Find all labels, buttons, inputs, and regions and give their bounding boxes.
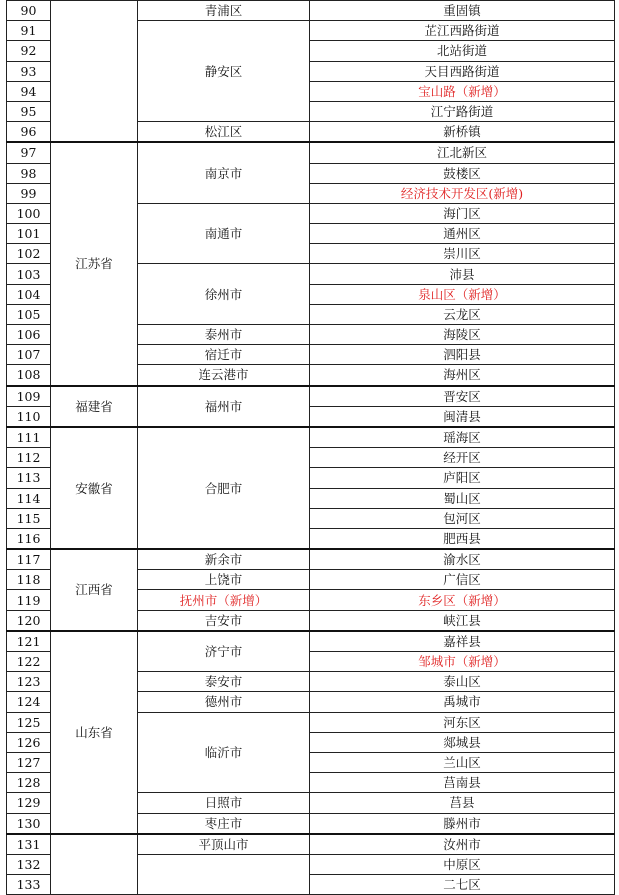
street-area-cell: 通州区 (310, 224, 615, 244)
province-cell: 安徽省 (51, 427, 138, 549)
table-row (7, 386, 615, 407)
street-area-cell: 庐阳区 (310, 468, 615, 488)
table-row (7, 549, 615, 570)
province-cell: 山东省 (51, 631, 138, 834)
row-number: 107 (7, 345, 51, 365)
province-cell (51, 1, 138, 143)
city-district-cell: 吉安市 (138, 610, 310, 631)
row-number: 111 (7, 427, 51, 448)
street-area-cell: 闽清县 (310, 406, 615, 427)
street-area-cell: 滕州市 (310, 813, 615, 834)
street-area-cell: 海门区 (310, 203, 615, 223)
province-cell: 江西省 (51, 549, 138, 631)
city-district-cell: 日照市 (138, 793, 310, 813)
city-district-cell: 福州市 (138, 386, 310, 427)
city-district-cell: 徐州市 (138, 264, 310, 325)
row-number: 112 (7, 448, 51, 468)
row-number: 129 (7, 793, 51, 813)
street-area-cell: 新桥镇 (310, 122, 615, 143)
table-row (7, 427, 615, 448)
street-area-cell: 禹城市 (310, 692, 615, 712)
table-row (7, 1, 615, 21)
street-area-cell: 东乡区（新增） (310, 590, 615, 610)
city-district-cell: 宿迁市 (138, 345, 310, 365)
row-number: 100 (7, 203, 51, 223)
row-number: 110 (7, 406, 51, 427)
table-row (7, 142, 615, 163)
row-number: 93 (7, 61, 51, 81)
city-district-cell: 枣庄市 (138, 813, 310, 834)
province-cell: 江苏省 (51, 142, 138, 385)
street-area-cell: 包河区 (310, 508, 615, 528)
street-area-cell: 重固镇 (310, 1, 615, 21)
row-number: 94 (7, 81, 51, 101)
city-district-cell: 抚州市（新增） (138, 590, 310, 610)
street-area-cell: 芷江西路街道 (310, 21, 615, 41)
street-area-cell: 泉山区（新增） (310, 284, 615, 304)
street-area-cell: 莒县 (310, 793, 615, 813)
row-number: 117 (7, 549, 51, 570)
street-area-cell: 天目西路街道 (310, 61, 615, 81)
row-number: 99 (7, 183, 51, 203)
street-area-cell: 瑶海区 (310, 427, 615, 448)
row-number: 121 (7, 631, 51, 652)
city-district-cell: 南京市 (138, 142, 310, 203)
city-district-cell: 南通市 (138, 203, 310, 264)
row-number: 102 (7, 244, 51, 264)
province-cell (51, 834, 138, 895)
street-area-cell: 汝州市 (310, 834, 615, 855)
street-area-cell: 邹城市（新增） (310, 652, 615, 672)
city-district-cell: 松江区 (138, 122, 310, 143)
street-area-cell: 郯城县 (310, 732, 615, 752)
row-number: 108 (7, 365, 51, 386)
street-area-cell: 北站街道 (310, 41, 615, 61)
street-area-cell: 渝水区 (310, 549, 615, 570)
district-list-table (6, 0, 615, 895)
city-district-cell: 新余市 (138, 549, 310, 570)
street-area-cell: 广信区 (310, 570, 615, 590)
row-number: 103 (7, 264, 51, 284)
row-number: 101 (7, 224, 51, 244)
row-number: 130 (7, 813, 51, 834)
row-number: 132 (7, 854, 51, 874)
row-number: 104 (7, 284, 51, 304)
street-area-cell: 泰山区 (310, 672, 615, 692)
row-number: 95 (7, 101, 51, 121)
row-number: 109 (7, 386, 51, 407)
city-district-cell: 合肥市 (138, 427, 310, 549)
street-area-cell: 沛县 (310, 264, 615, 284)
city-district-cell: 济宁市 (138, 631, 310, 672)
row-number: 116 (7, 528, 51, 549)
city-district-cell: 德州市 (138, 692, 310, 712)
street-area-cell: 莒南县 (310, 773, 615, 793)
row-number: 98 (7, 163, 51, 183)
street-area-cell: 中原区 (310, 854, 615, 874)
street-area-cell: 海州区 (310, 365, 615, 386)
street-area-cell: 河东区 (310, 712, 615, 732)
street-area-cell: 江宁路街道 (310, 101, 615, 121)
street-area-cell: 经济技术开发区(新增) (310, 183, 615, 203)
street-area-cell: 肥西县 (310, 528, 615, 549)
table-body (7, 1, 615, 895)
row-number: 125 (7, 712, 51, 732)
row-number: 90 (7, 1, 51, 21)
row-number: 119 (7, 590, 51, 610)
street-area-cell: 鼓楼区 (310, 163, 615, 183)
row-number: 133 (7, 875, 51, 895)
city-district-cell: 青浦区 (138, 1, 310, 21)
row-number: 128 (7, 773, 51, 793)
row-number: 114 (7, 488, 51, 508)
row-number: 106 (7, 325, 51, 345)
street-area-cell: 云龙区 (310, 304, 615, 324)
street-area-cell: 峡江县 (310, 610, 615, 631)
street-area-cell: 经开区 (310, 448, 615, 468)
row-number: 92 (7, 41, 51, 61)
row-number: 97 (7, 142, 51, 163)
row-number: 122 (7, 652, 51, 672)
city-district-cell: 临沂市 (138, 712, 310, 793)
province-cell: 福建省 (51, 386, 138, 427)
row-number: 120 (7, 610, 51, 631)
street-area-cell: 晋安区 (310, 386, 615, 407)
street-area-cell: 嘉祥县 (310, 631, 615, 652)
row-number: 113 (7, 468, 51, 488)
table-row (7, 631, 615, 652)
city-district-cell: 静安区 (138, 21, 310, 122)
street-area-cell: 蜀山区 (310, 488, 615, 508)
row-number: 131 (7, 834, 51, 855)
row-number: 123 (7, 672, 51, 692)
row-number: 118 (7, 570, 51, 590)
street-area-cell: 二七区 (310, 875, 615, 895)
row-number: 96 (7, 122, 51, 143)
row-number: 124 (7, 692, 51, 712)
city-district-cell: 上饶市 (138, 570, 310, 590)
street-area-cell: 海陵区 (310, 325, 615, 345)
table-row (7, 834, 615, 855)
city-district-cell: 连云港市 (138, 365, 310, 386)
city-district-cell: 泰州市 (138, 325, 310, 345)
street-area-cell: 泗阳县 (310, 345, 615, 365)
row-number: 127 (7, 752, 51, 772)
row-number: 91 (7, 21, 51, 41)
city-district-cell: 平顶山市 (138, 834, 310, 855)
row-number: 105 (7, 304, 51, 324)
city-district-cell: 泰安市 (138, 672, 310, 692)
street-area-cell: 崇川区 (310, 244, 615, 264)
row-number: 126 (7, 732, 51, 752)
street-area-cell: 兰山区 (310, 752, 615, 772)
street-area-cell: 宝山路（新增） (310, 81, 615, 101)
row-number: 115 (7, 508, 51, 528)
street-area-cell: 江北新区 (310, 142, 615, 163)
